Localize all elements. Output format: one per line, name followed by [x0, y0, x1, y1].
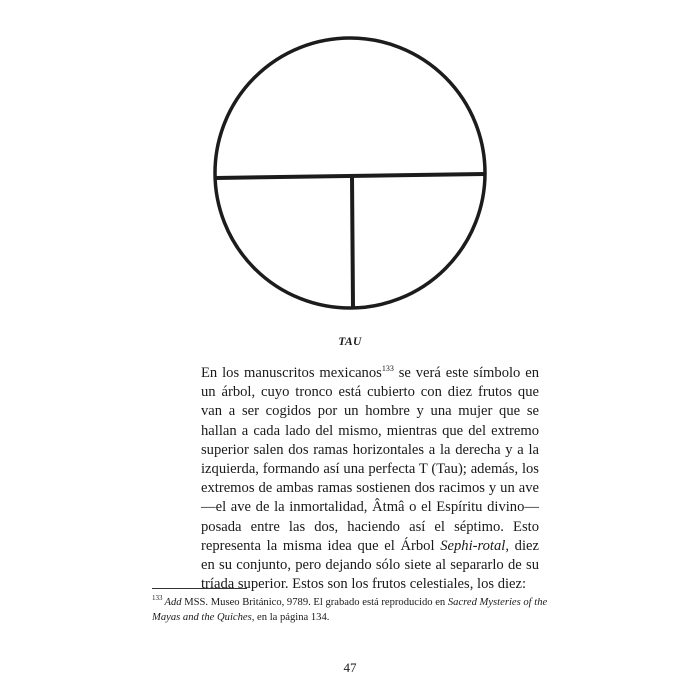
- body-text-segment: , diez en su conjunto, pero dejando sólo siete al separarlo de su tríada superior. Estos son los frutos celestiales, los diez:: [201, 537, 539, 593]
- page-number: 47: [343, 660, 357, 675]
- footnote-number: 133: [152, 594, 163, 603]
- body-text-segment: se verá este símbolo en un árbol, cuyo tronco está cubierto con diez frutos que van a ser cogidos por un hombre y una mujer que se hallan a cada lado del mismo, mientras que del extremo superior salen dos ramas horizontales a la derecha y a la izquierda, formando así una perfecta T (Tau); además, los extremos de ambas ramas sostienen dos racimos y un ave —el ave de la inmortalidad, Âtmâ o el Espíritu divino— posada entre las dos, haciendo así el séptimo. Esto representa la misma idea que el Árbol: [201, 365, 539, 554]
- footnote-text: MSS. Museo Británico, 9789. El grabado está reproducido en: [181, 597, 448, 608]
- circle-tau-symbol-icon: [215, 38, 485, 308]
- footnote-book-title: Sacred Mysteries of the Mayas and the Quiches: [152, 597, 548, 623]
- footnote-italic: Add: [164, 597, 182, 608]
- body-paragraph: [201, 364, 539, 594]
- tau-circle-figure: [200, 28, 500, 318]
- body-italic-term: Sephi-rotal: [440, 537, 506, 554]
- figure-caption: TAU: [338, 336, 362, 348]
- footnote-reference: 133: [381, 364, 394, 374]
- body-text-segment: En los manuscritos mexicanos: [201, 365, 382, 381]
- footnote-text: , en la página 134.: [251, 612, 330, 623]
- footnote-divider: [152, 588, 247, 589]
- footnote: [152, 595, 552, 625]
